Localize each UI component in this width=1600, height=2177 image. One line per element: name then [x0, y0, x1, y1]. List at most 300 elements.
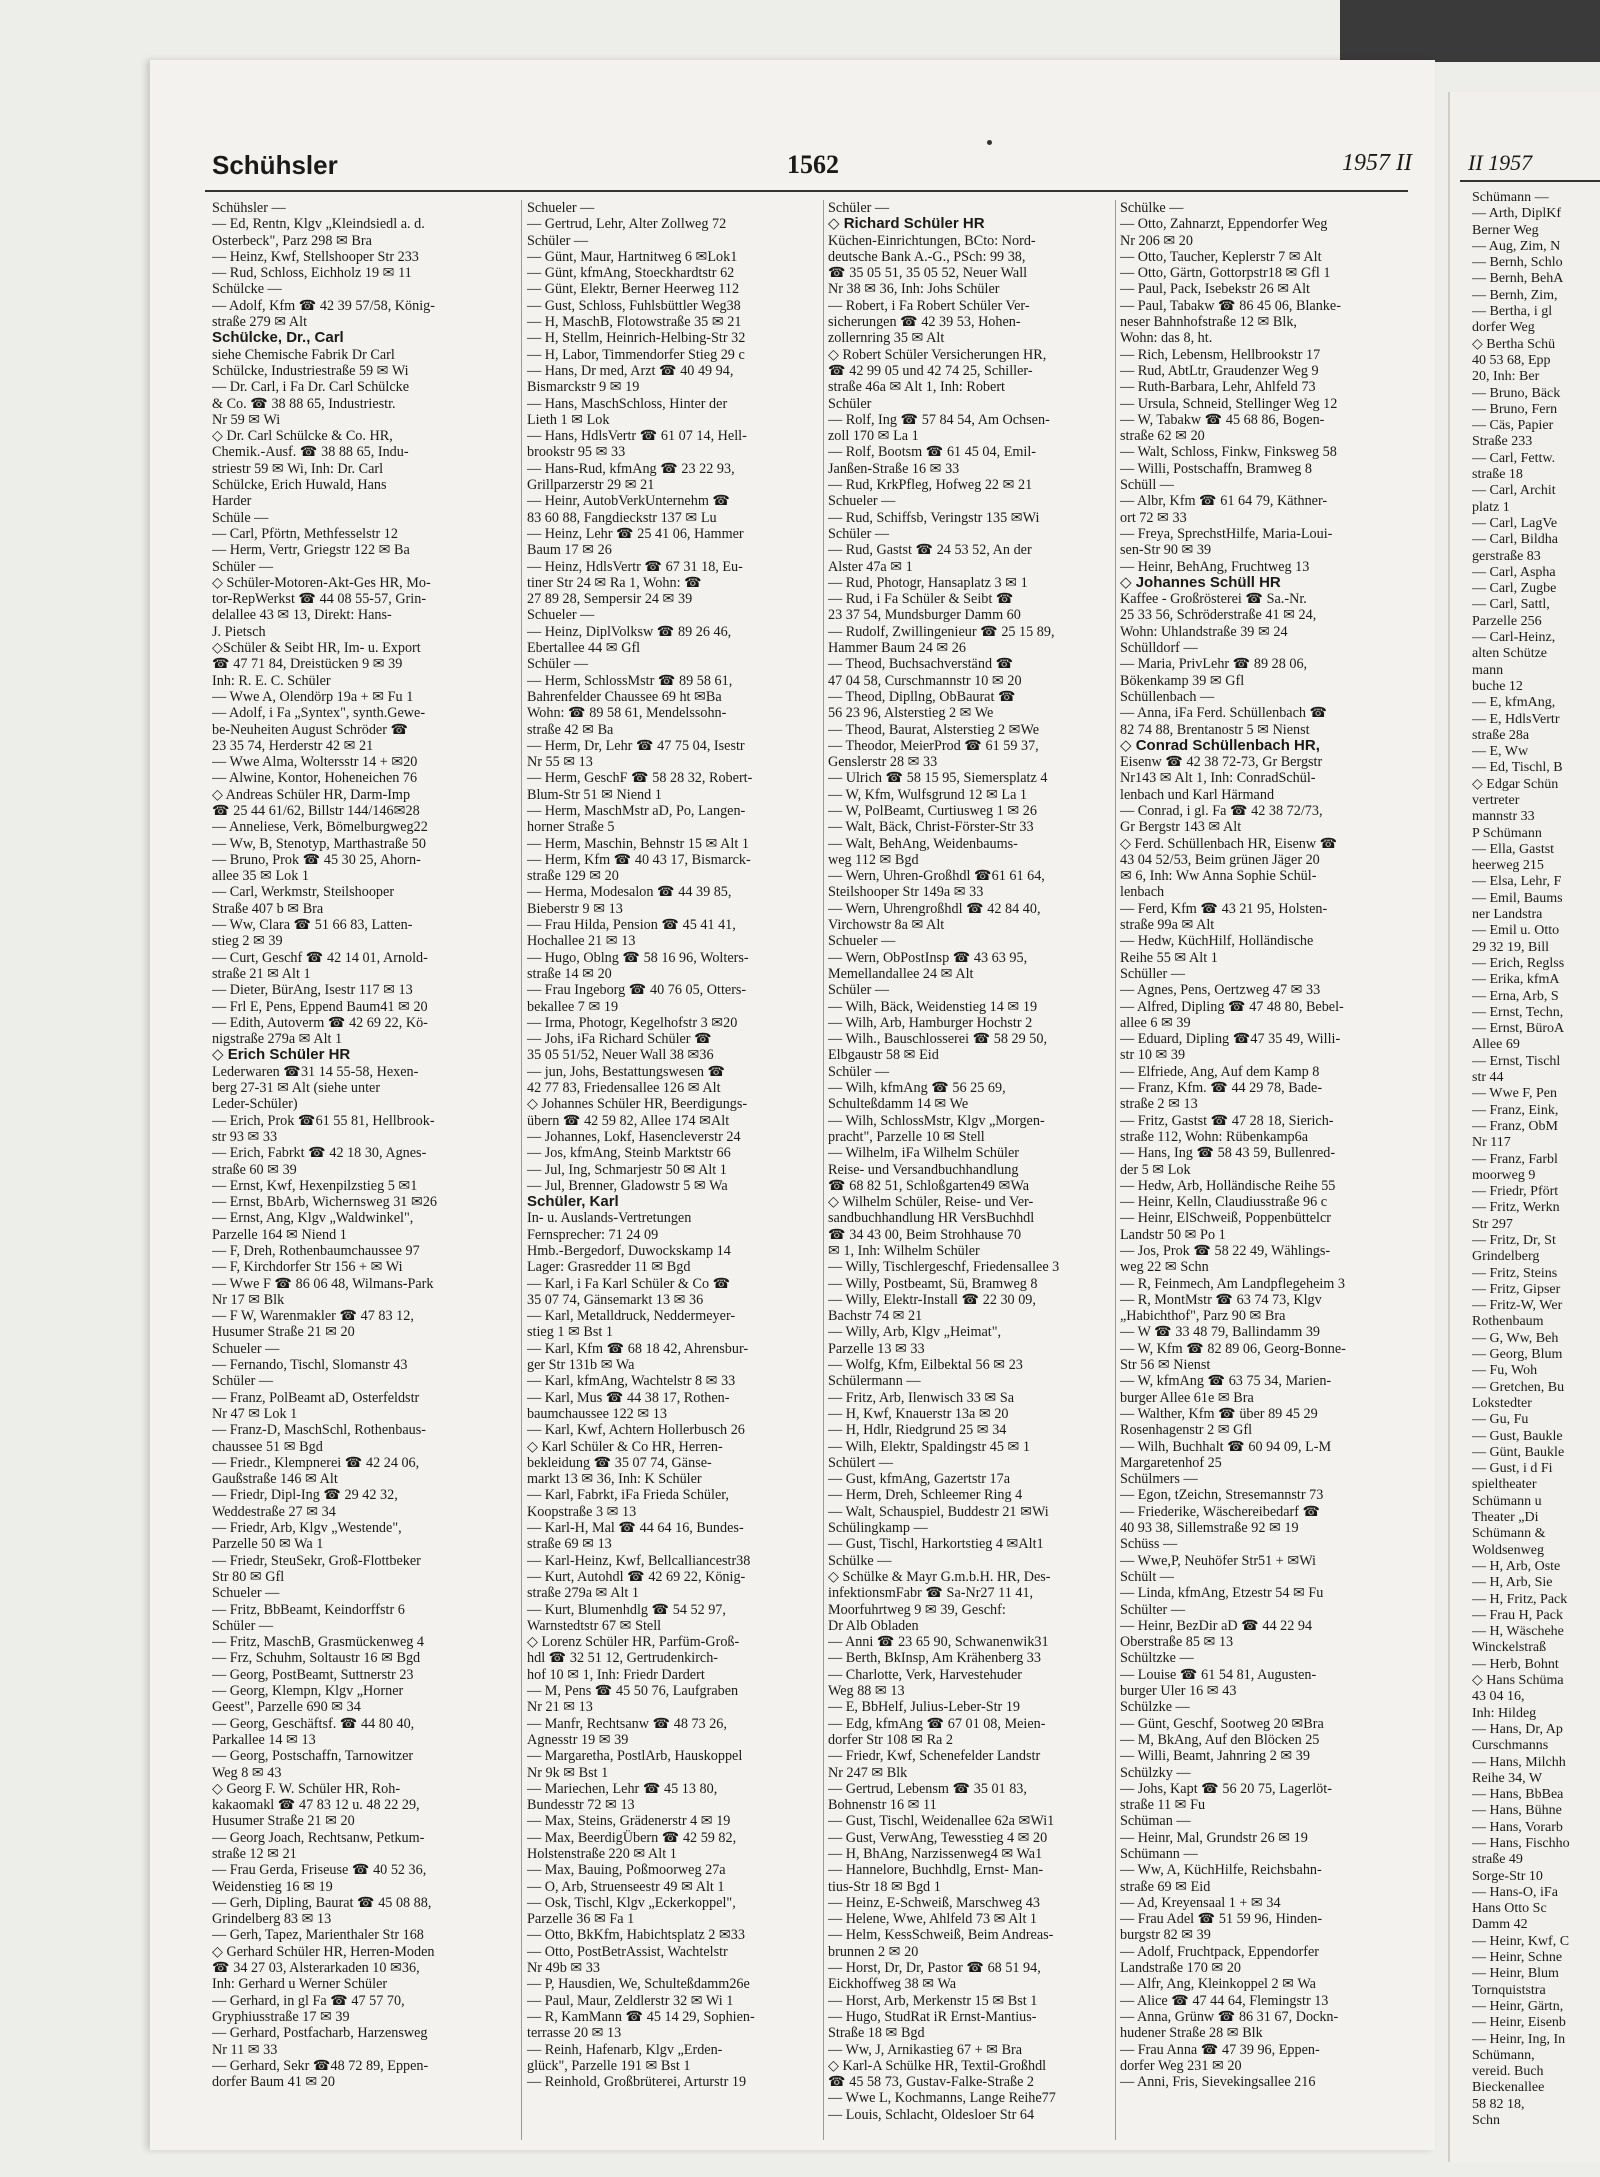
running-head: Schühsler	[212, 150, 338, 180]
directory-entry-line: 35 05 51/52, Neuer Wall 38 ✉36	[527, 1047, 714, 1064]
directory-entry-line: — Franz, PolBeamt aD, Osterfeldstr	[212, 1389, 420, 1406]
directory-entry-line: — W, PolBeamt, Curtiusweg 1 ✉ 26	[828, 802, 1037, 819]
directory-entry-line: brookstr 95 ✉ 33	[527, 444, 626, 461]
directory-entry-line: weg 22 ✉ Schn	[1120, 1259, 1209, 1276]
directory-entry-line: straße 69 ✉ Eid	[1120, 1878, 1211, 1895]
directory-entry-line: — F, Dreh, Rothenbaumchaussee 97	[212, 1243, 420, 1259]
directory-entry-line: Warnstedtstr 67 ✉ Stell	[527, 1617, 662, 1634]
facing-page-entry-line: — Bernh, Zim,	[1472, 287, 1558, 303]
directory-entry-line: Inh: R. E. C. Schüler	[212, 672, 331, 689]
directory-entry-line: 43 04 52/53, Beim grünen Jäger 20	[1120, 851, 1320, 868]
directory-entry-line: — Linda, kfmAng, Etzestr 54 ✉ Fu	[1120, 1585, 1324, 1602]
directory-entry-line: — Wwe Alma, Woltersstr 14 + ✉20	[212, 754, 418, 771]
directory-entry-line: — Reinh, Hafenarb, Klgv „Erden-	[527, 2041, 723, 2058]
facing-page-entry-line: 20, Inh: Ber	[1472, 369, 1540, 385]
print-dot	[987, 140, 992, 145]
directory-entry-line: ger Str 131b ✉ Wa	[527, 1357, 635, 1374]
directory-entry-line: ☎ 47 71 84, Dreistücken 9 ✉ 39	[212, 656, 403, 673]
facing-page-entry-line: vertreter	[1472, 792, 1520, 808]
directory-entry-line: — Anni, Fris, Sievekingsallee 216	[1120, 2074, 1316, 2091]
directory-entry-line: — P, Hausdien, We, Schulteßdamm26e	[527, 1976, 750, 1993]
facing-page-entry-line: ◇ Bertha Schü	[1472, 336, 1556, 352]
directory-entry-line: ◇ Richard Schüler HR	[828, 216, 985, 233]
directory-entry-line: — Reinhold, Großbrüterei, Arturstr 19	[527, 2074, 747, 2091]
facing-page-entry-line: buche 12	[1472, 678, 1523, 694]
directory-entry-line: — Rich, Lebensm, Hellbrookstr 17	[1120, 346, 1321, 363]
directory-entry-line: — Max, BeerdigÜbern ☎ 42 59 82,	[527, 1829, 737, 1846]
directory-entry-line: — Karl, Metalldruck, Neddermeyer-	[527, 1308, 736, 1325]
directory-entry-line: Geest", Parzelle 690 ✉ 34	[212, 1699, 361, 1716]
directory-entry-line: Hmb.-Bergedorf, Duwockskamp 14	[527, 1243, 731, 1259]
directory-entry-line: — Edg, kfmAng ☎ 67 01 08, Meien-	[828, 1715, 1046, 1732]
directory-entry-line: Harder	[212, 493, 252, 510]
directory-entry-line: — Karl, Kfm ☎ 68 18 42, Ahrensbur-	[527, 1340, 749, 1357]
facing-page-entry-line: — Erika, kfmA	[1472, 972, 1560, 988]
directory-entry-line: straße 46a ✉ Alt 1, Inh: Robert	[828, 379, 1005, 396]
directory-entry-line: ◇ Gerhard Schüler HR, Herren-Moden	[212, 1943, 435, 1960]
facing-page-entry-line: — Carl, Sattl,	[1472, 597, 1550, 613]
facing-page-entry-line: Schümann u	[1472, 1493, 1542, 1509]
directory-entry-line: — Ulrich ☎ 58 15 95, Siemersplatz 4	[828, 770, 1048, 787]
facing-page-entry-line: — Heinr, Eisenb	[1472, 2015, 1566, 2031]
directory-entry-line: — Gust, Schloss, Fuhlsbüttler Weg38	[527, 297, 741, 314]
directory-entry-line: burger Uler 16 ✉ 43	[1120, 1683, 1237, 1700]
facing-page-entry-line: Winckelstraß	[1472, 1640, 1547, 1656]
directory-entry-line: Schüler —	[828, 982, 890, 999]
facing-page-entry-line: heerweg 215	[1472, 858, 1544, 874]
directory-entry-line: — H, Labor, Timmendorfer Stieg 29 c	[527, 346, 745, 363]
directory-entry-line: — Wilh, Elektr, Spaldingstr 45 ✉ 1	[828, 1438, 1031, 1455]
facing-page-entry-line: Theater „Di	[1472, 1510, 1539, 1526]
directory-entry-line: — M, Pens ☎ 45 50 76, Laufgraben	[527, 1683, 739, 1700]
facing-page-entry-line: 40 53 68, Epp	[1472, 352, 1551, 368]
directory-entry-line: — Otto, PostBetrAssist, Wachtelstr	[527, 1943, 728, 1960]
directory-entry-line: Schülcke —	[212, 281, 282, 298]
directory-entry-line: Leder-Schüler)	[212, 1096, 298, 1113]
facing-page-entry-line: — Hans-O, iFa	[1472, 1884, 1558, 1900]
facing-page-entry-line: Schn	[1472, 2113, 1500, 2129]
directory-entry-line: — Otto, Taucher, Keplerstr 7 ✉ Alt	[1120, 248, 1322, 265]
directory-entry-line: Gaußstraße 146 ✉ Alt	[212, 1471, 338, 1488]
directory-entry-line: Schueler —	[527, 200, 595, 216]
facing-page-entry-line: — Fu, Woh	[1472, 1363, 1538, 1379]
directory-entry-line: lenbach und Karl Härmand	[1120, 786, 1275, 803]
directory-entry-line: Schüle —	[212, 509, 269, 526]
directory-entry-line: — Herm, Dreh, Schleemer Ring 4	[828, 1487, 1023, 1504]
directory-entry-line: Fernsprecher: 71 24 09	[527, 1226, 659, 1243]
directory-entry-line: Schüler —	[527, 656, 589, 673]
directory-entry-line: Schüler	[828, 395, 872, 412]
directory-entry-line: & Co. ☎ 38 88 65, Industriestr.	[212, 395, 396, 412]
directory-entry-line: chaussee 51 ✉ Bgd	[212, 1438, 323, 1455]
directory-entry-line: Margaretenhof 25	[1120, 1454, 1222, 1471]
directory-entry-line: — Otto, Zahnarzt, Eppendorfer Weg	[1120, 216, 1328, 233]
directory-entry-line: Schülert —	[828, 1454, 894, 1471]
directory-entry-line: — Walt, BehAng, Weidenbaums-	[828, 835, 1018, 852]
directory-entry-line: Schülingkamp —	[828, 1520, 928, 1537]
directory-entry-line: — Friederike, Wäschereibedarf ☎	[1120, 1503, 1321, 1520]
directory-entry-line: — Theodor, MeierProd ☎ 61 59 37,	[828, 737, 1039, 754]
directory-entry-line: Schueler —	[828, 933, 896, 950]
facing-page-entry-line: straße 49	[1472, 1852, 1523, 1868]
facing-page-entry-line: — Fritz-W, Wer	[1472, 1298, 1563, 1314]
directory-entry-line: be-Neuheiten August Schröder ☎	[212, 721, 409, 738]
directory-entry-line: — W, Kfm, Wulfsgrund 12 ✉ La 1	[828, 786, 1028, 803]
facing-page-entry-line: Grindelberg	[1472, 1249, 1540, 1265]
facing-page-entry-line: Str 297	[1472, 1216, 1513, 1232]
directory-entry-line: Parzelle 164 ✉ Niend 1	[212, 1226, 347, 1243]
column-divider	[823, 200, 824, 2140]
directory-entry-line: Schüss —	[1120, 1536, 1178, 1553]
directory-entry-line: — Willy, Postbeamt, Sü, Bramweg 8	[828, 1275, 1038, 1292]
directory-entry-line: Schulteßdamm 14 ✉ We	[828, 1096, 969, 1113]
directory-entry-line: — Georg, Geschäftsf. ☎ 44 80 40,	[212, 1715, 415, 1732]
directory-entry-line: Bökenkamp 39 ✉ Gfl	[1120, 672, 1245, 689]
directory-entry-line: 40 93 38, Sillemstraße 92 ✉ 19	[1120, 1520, 1299, 1537]
directory-entry-line: deutsche Bank A.-G., PSch: 99 38,	[828, 248, 1026, 265]
directory-entry-line: — Anni ☎ 23 65 90, Schwanenwik31	[828, 1634, 1049, 1651]
directory-entry-line: Genslerstr 28 ✉ 33	[828, 754, 938, 771]
facing-page-entry-line: dorfer Weg	[1472, 320, 1535, 336]
directory-entry-line: — Wolfg, Kfm, Eilbektal 56 ✉ 23	[828, 1357, 1023, 1374]
facing-page-entry-line: — Erna, Arb, S	[1472, 988, 1559, 1004]
directory-entry-line: — Gerhard, Sekr ☎48 72 89, Eppen-	[212, 2057, 429, 2074]
directory-entry-line: — Rudolf, Zwillingenieur ☎ 25 15 89,	[828, 623, 1055, 640]
directory-entry-line: — Edith, Autoverm ☎ 42 69 22, Kö-	[212, 1014, 428, 1031]
facing-page-entry-line: — Emil, Baums	[1472, 890, 1563, 906]
directory-entry-line: — Jul, Brenner, Gladowstr 5 ✉ Wa	[527, 1177, 728, 1194]
facing-page-entry-line: — Ernst, BüroA	[1472, 1021, 1565, 1037]
directory-entry-line: — Carl, Pförtn, Methfesselstr 12	[212, 525, 398, 542]
facing-page-entry-line: — Fritz, Gipser	[1472, 1281, 1561, 1297]
facing-page-entry-line: Schümann —	[1472, 190, 1549, 205]
facing-page-entry-line: — Gust, i d Fi	[1472, 1461, 1553, 1477]
directory-entry-line: — Anna, Grünw ☎ 86 31 67, Dockn-	[1120, 2008, 1339, 2025]
directory-entry-line: allee 6 ✉ 39	[1120, 1014, 1191, 1031]
facing-page-entry-line: Curschmanns	[1472, 1738, 1549, 1754]
directory-entry-line: Schüman —	[1120, 1813, 1191, 1830]
facing-page-entry-line: — Ed, Tischl, B	[1472, 760, 1563, 776]
directory-entry-line: Janßen-Straße 16 ✉ 33	[828, 460, 960, 477]
directory-entry-line: ◇ Schüler-Motoren-Akt-Ges HR, Mo-	[212, 574, 431, 591]
directory-entry-line: — Margaretha, PostlArb, Hauskoppel	[527, 1748, 743, 1765]
directory-entry-line: — Friedr, SteuSekr, Groß-Flottbeker	[212, 1552, 421, 1569]
facing-page-entry-line: — Fritz, Steins	[1472, 1265, 1558, 1281]
directory-entry-line: — H, Stellm, Heinrich-Helbing-Str 32	[527, 330, 746, 347]
directory-entry-line: — H, MaschB, Flotowstraße 35 ✉ 21	[527, 314, 742, 331]
directory-entry-line: — Georg, Postschaffn, Tarnowitzer	[212, 1748, 414, 1765]
directory-entry-line: sandbuchhandlung HR VersBuchhdl	[828, 1210, 1035, 1227]
directory-entry-line: kakaomakl ☎ 47 83 12 u. 48 22 29,	[212, 1797, 420, 1814]
directory-entry-line: Schueler —	[212, 1585, 280, 1602]
directory-entry-line: neser Bahnhofstraße 12 ✉ Blk,	[1120, 314, 1297, 331]
directory-entry-line: — W, kfmAng ☎ 63 75 34, Marien-	[1120, 1373, 1332, 1390]
directory-entry-line: — Erich, Fabrkt ☎ 42 18 30, Agnes-	[212, 1145, 427, 1162]
facing-page-entry-line: — Herb, Bohnt	[1472, 1656, 1559, 1672]
directory-entry-line: zollernring 35 ✉ Alt	[828, 330, 945, 347]
directory-entry-line: — R, Feinmech, Am Landpflegeheim 3	[1120, 1275, 1345, 1292]
directory-entry-line: Schüller —	[1120, 965, 1186, 982]
directory-entry-line: — Hans, HdlsVertr ☎ 61 07 14, Hell-	[527, 428, 747, 445]
directory-entry-line: Weddestraße 27 ✉ 34	[212, 1503, 336, 1520]
directory-entry-line: — Hedw, Arb, Holländische Reihe 55	[1120, 1177, 1336, 1194]
directory-entry-line: — O, Arb, Struenseestr 49 ✉ Alt 1	[527, 1878, 725, 1895]
facing-page-entry-line: vereid. Buch	[1472, 2064, 1544, 2080]
directory-entry-line: — Alfr, Ang, Kleinkoppel 2 ✉ Wa	[1120, 1976, 1316, 1993]
facing-page-entry-line: — Ernst, Techn,	[1472, 1004, 1564, 1020]
directory-entry-line: — Karl, Mus ☎ 44 38 17, Rothen-	[527, 1389, 730, 1406]
directory-entry-line: delallee 43 ✉ 13, Direkt: Hans-	[212, 607, 392, 624]
directory-entry-line: Schülldorf —	[1120, 640, 1198, 657]
directory-entry-line: — Willi, Beamt, Jahnring 2 ✉ 39	[1120, 1748, 1310, 1765]
directory-entry-line: — Conrad, i gl. Fa ☎ 42 38 72/73,	[1120, 802, 1323, 819]
directory-entry-line: 83 60 88, Fangdieckstr 137 ✉ Lu	[527, 509, 717, 526]
directory-entry-line: — Friedr, Dipl-Ing ☎ 29 42 32,	[212, 1487, 398, 1504]
facing-page-entry-line: — Frau H, Pack	[1472, 1607, 1563, 1623]
facing-page-entry-line: — Fritz, Werkn	[1472, 1200, 1560, 1216]
directory-entry-line: Parzelle 13 ✉ 33	[828, 1340, 925, 1357]
directory-entry-line: — Ernst, Ang, Klgv „Waldwinkel",	[212, 1210, 414, 1227]
facing-page-entry-line: Damm 42	[1472, 1917, 1528, 1933]
directory-entry-line: Parzelle 36 ✉ Fa 1	[527, 1911, 635, 1928]
facing-page-entry-line: — Arth, DiplKf	[1472, 206, 1562, 222]
directory-entry-line: — Gerh, Tapez, Marienthaler Str 168	[212, 1927, 424, 1944]
directory-entry-line: ◇ Johannes Schüll HR	[1120, 574, 1281, 591]
directory-entry-line: — F W, Warenmakler ☎ 47 83 12,	[212, 1308, 414, 1325]
directory-entry-line: — F, Kirchdorfer Str 156 + ✉ Wi	[212, 1259, 403, 1276]
facing-page-entry-line: Hans Otto Sc	[1472, 1901, 1547, 1917]
directory-entry-line: — Friedr., Klempnerei ☎ 42 24 06,	[212, 1454, 420, 1471]
facing-page-entry-line: — Ernst, Tischl	[1472, 1053, 1561, 1069]
directory-entry-line: — Adolf, i Fa „Syntex", synth.Gewe-	[212, 705, 426, 722]
directory-entry-line: — Friedr, Kwf, Schenefelder Landstr	[828, 1748, 1041, 1765]
facing-page-entry-line: Woldsenweg	[1472, 1542, 1544, 1558]
directory-entry-line: Weg 88 ✉ 13	[828, 1683, 905, 1700]
directory-entry-line: Rosenhagenstr 2 ✉ Gfl	[1120, 1422, 1253, 1439]
directory-entry-line: Nr 59 ✉ Wi	[212, 411, 281, 428]
directory-entry-line: — Max, Steins, Grädenerstr 4 ✉ 19	[527, 1813, 731, 1830]
directory-entry-line: — Günt, Elektr, Berner Heerweg 112	[527, 281, 740, 298]
directory-entry-line: „Habichthof", Parz 90 ✉ Bra	[1120, 1308, 1286, 1325]
directory-entry-line: — Rud, Gastst ☎ 24 53 52, An der	[828, 542, 1032, 559]
directory-entry-line: — Karl-Heinz, Kwf, Bellcalliancestr38	[527, 1552, 751, 1569]
directory-entry-line: — Gerh, Dipling, Baurat ☎ 45 08 88,	[212, 1894, 432, 1911]
facing-page-entry-line: — H, Fritz, Pack	[1472, 1591, 1568, 1607]
directory-entry-line: — Gust, VerwAng, Tewesstieg 4 ✉ 20	[828, 1829, 1048, 1846]
directory-entry-line: — Carl, Werkmstr, Steilshooper	[212, 884, 395, 901]
facing-page-entry-line: — Aug, Zim, N	[1472, 238, 1561, 254]
directory-entry-line: ort 72 ✉ 33	[1120, 509, 1187, 526]
directory-entry-line: — Ww, B, Stenotyp, Marthastraße 50	[212, 835, 426, 852]
facing-page-entry-line: ner Landstra	[1472, 907, 1543, 923]
facing-page-entry-line: — Bernh, Schlo	[1472, 255, 1563, 271]
directory-entry-line: Landstraße 170 ✉ 20	[1120, 1960, 1242, 1977]
directory-entry-line: — W, Kfm ☎ 82 89 06, Georg-Bonne-	[1120, 1340, 1346, 1357]
directory-entry-line: zoll 170 ✉ La 1	[828, 428, 919, 445]
facing-page-entry-line: — Carl, Fettw.	[1472, 450, 1556, 466]
facing-page-entry-line: — Heinr, Gärtn,	[1472, 1998, 1564, 2014]
directory-entry-line: Schueler —	[527, 607, 595, 624]
directory-entry-line: — R, KamMann ☎ 45 14 29, Sophien-	[527, 2008, 755, 2025]
directory-entry-line: Ebertallee 44 ✉ Gfl	[527, 640, 641, 657]
directory-entry-line: — Ursula, Schneid, Stellinger Weg 12	[1120, 395, 1338, 412]
directory-entry-line: 23 35 74, Herderstr 42 ✉ 21	[212, 737, 374, 754]
directory-entry-line: — Louis, Schlacht, Oldesloer Str 64	[828, 2106, 1035, 2123]
facing-page-entry-line: — Bruno, Bäck	[1472, 385, 1561, 401]
directory-entry-line: — Gerhard, Postfacharb, Harzensweg	[212, 2025, 428, 2042]
directory-entry-line: — Jul, Ing, Schmarjestr 50 ✉ Alt 1	[527, 1161, 727, 1178]
directory-entry-line: ◇ Wilhelm Schüler, Reise- und Ver-	[828, 1194, 1034, 1211]
directory-entry-line: ◇ Andreas Schüler HR, Darm-Imp	[212, 786, 411, 803]
directory-entry-line: Eickhoffweg 38 ✉ Wa	[828, 1976, 957, 1993]
directory-entry-line: Schüler —	[212, 558, 274, 575]
directory-entry-line: — Gertrud, Lehr, Alter Zollweg 72	[527, 216, 727, 233]
directory-entry-line: — Gust, Tischl, Harkortstieg 4 ✉Alt1	[828, 1536, 1044, 1553]
directory-entry-line: Nr 38 ✉ 36, Inh: Johs Schüler	[828, 281, 1000, 298]
directory-entry-line: — Willy, Arb, Klgv „Heimat",	[828, 1324, 1002, 1341]
directory-entry-line: — Heinr, AutobVerkUnternehm ☎	[527, 493, 731, 510]
directory-entry-line: — Wilh, Arb, Hamburger Hochstr 2	[828, 1014, 1033, 1031]
directory-entry-line: Inh: Gerhard u Werner Schüler	[212, 1976, 388, 1993]
directory-entry-line: Schülcke, Erich Huwald, Hans	[212, 477, 387, 494]
facing-page-entry-line: Tornquiststra	[1472, 1982, 1546, 1998]
facing-page-header: II 1957	[1468, 150, 1533, 175]
directory-entry-line: — Robert, i Fa Robert Schüler Ver-	[828, 297, 1030, 314]
directory-entry-line: — Herm, Kfm ☎ 40 43 17, Bismarck-	[527, 851, 751, 868]
directory-entry-line: Schueler —	[828, 493, 896, 510]
directory-entry-line: — Ww, J, Arnikastieg 67 + ✉ Bra	[828, 2041, 1023, 2058]
directory-entry-line: — Ww, Clara ☎ 51 66 83, Latten-	[212, 917, 413, 934]
directory-entry-line: — Herm, Vertr, Griegstr 122 ✉ Ba	[212, 542, 410, 559]
facing-page-entry-line: — Friedr, Pfört	[1472, 1184, 1559, 1200]
directory-entry-line: ◇ Johannes Schüler HR, Beerdigungs-	[527, 1096, 748, 1113]
directory-entry-line: — Dr. Carl, i Fa Dr. Carl Schülcke	[212, 379, 410, 396]
directory-entry-line: Hammer Baum 24 ✉ 26	[828, 640, 966, 657]
directory-entry-line: straße 14 ✉ 20	[527, 965, 612, 982]
directory-entry-line: — Gerhard, in gl Fa ☎ 47 57 70,	[212, 1992, 405, 2009]
directory-entry-line: Str 56 ✉ Nienst	[1120, 1357, 1211, 1374]
directory-entry-line: bekleidung ☎ 35 07 74, Gänse-	[527, 1454, 712, 1471]
directory-entry-line: Schülermann —	[828, 1373, 921, 1390]
directory-entry-line: — Ww, A, KüchHilfe, Reichsbahn-	[1120, 1862, 1322, 1879]
directory-entry-line: — Wwe F ☎ 86 06 48, Wilmans-Park	[212, 1275, 434, 1292]
directory-entry-line: tor-RepWerkst ☎ 44 08 55-57, Grin-	[212, 591, 427, 608]
directory-entry-line: Schüllenbach —	[1120, 688, 1215, 705]
facing-page-entry-line: — Elsa, Lehr, F	[1472, 874, 1562, 890]
directory-entry-line: — Herm, Maschin, Behnstr 15 ✉ Alt 1	[527, 835, 749, 852]
directory-entry-line: — Bruno, Prok ☎ 45 30 25, Ahorn-	[212, 851, 421, 868]
directory-entry-line: siehe Chemische Fabrik Dr Carl	[212, 346, 395, 363]
directory-entry-line: Küchen-Einrichtungen, BCto: Nord-	[828, 232, 1036, 249]
directory-entry-line: — Karl-H, Mal ☎ 44 64 16, Bundes-	[527, 1520, 744, 1537]
directory-entry-line: Landstr 50 ✉ Po 1	[1120, 1226, 1226, 1243]
directory-column-3	[828, 200, 1126, 2123]
directory-entry-line: sen-Str 90 ✉ 39	[1120, 542, 1212, 559]
directory-entry-line: — Jos, kfmAng, Steinb Marktstr 66	[527, 1145, 731, 1162]
directory-entry-line: — Fritz, Gastst ☎ 47 28 18, Sierich-	[1120, 1112, 1334, 1129]
directory-entry-line: 27 89 28, Sempersir 24 ✉ 39	[527, 591, 693, 608]
facing-page-entry-line: — Gust, Baukle	[1472, 1428, 1563, 1444]
directory-entry-line: Reihe 55 ✉ Alt 1	[1120, 949, 1218, 966]
directory-entry-line: — Franz, Kfm. ☎ 44 29 78, Bade-	[1120, 1080, 1323, 1097]
facing-page-entry-line: — Heinr, Blum	[1472, 1966, 1559, 1982]
facing-page-entry-line: — Hans, Vorarb	[1472, 1819, 1563, 1835]
directory-entry-line: — Wilh., Bauschlosserei ☎ 58 29 50,	[828, 1031, 1047, 1048]
directory-entry-line: ◇Schüler & Seibt HR, Im- u. Export	[212, 640, 421, 657]
directory-entry-line: 23 37 54, Mundsburger Damm 60	[828, 607, 1021, 624]
facing-page-entry-line: ◇ Hans Schüma	[1472, 1673, 1564, 1689]
directory-entry-line: bekallee 7 ✉ 19	[527, 998, 619, 1015]
directory-entry-line: dorfer Str 108 ✉ Ra 2	[828, 1731, 953, 1748]
directory-column-1	[212, 200, 510, 2090]
directory-entry-line: tiner Str 24 ✉ Ra 1, Wohn: ☎	[527, 574, 702, 591]
directory-entry-line: — Alwine, Kontor, Hoheneichen 76	[212, 770, 418, 787]
directory-entry-line: ◇ Karl Schüler & Co HR, Herren-	[527, 1438, 723, 1455]
directory-entry-line: — Karl, i Fa Karl Schüler & Co ☎	[527, 1275, 731, 1292]
directory-entry-line: — Rolf, Bootsm ☎ 61 45 04, Emil-	[828, 444, 1037, 461]
directory-entry-line: Schülcke, Dr., Carl	[212, 330, 344, 347]
directory-entry-line: Schülke —	[1120, 200, 1184, 216]
directory-entry-line: Alster 47a ✉ 1	[828, 558, 913, 575]
directory-entry-line: — Ernst, BbArb, Wichernsweg 31 ✉26	[212, 1194, 438, 1211]
facing-page-entry-line: alten Schütze	[1472, 646, 1548, 662]
directory-entry-line: — Heinz, Lehr ☎ 25 41 06, Hammer	[527, 525, 744, 542]
directory-entry-line: Schüler —	[212, 1617, 274, 1634]
facing-page-entry-line: Inh: Hildeg	[1472, 1705, 1537, 1721]
directory-entry-line: In- u. Auslands-Vertretungen	[527, 1210, 692, 1227]
directory-entry-line: Grindelberg 83 ✉ 13	[212, 1911, 332, 1928]
facing-page-entry-line: — Hans, Milchh	[1472, 1754, 1566, 1770]
directory-entry-line: ◇ Dr. Carl Schülcke & Co. HR,	[212, 428, 393, 445]
facing-page-entry-line: gerstraße 83	[1472, 548, 1541, 564]
directory-entry-line: — Herm, GeschF ☎ 58 28 32, Robert-	[527, 770, 753, 787]
directory-entry-line: — Paul, Tabakw ☎ 86 45 06, Blanke-	[1120, 297, 1341, 314]
directory-entry-line: — Alfred, Dipling ☎ 47 48 80, Bebel-	[1120, 998, 1344, 1015]
facing-page-entry-line: Schümann,	[1472, 2047, 1535, 2063]
directory-entry-line: Schühsler —	[212, 200, 286, 216]
directory-entry-line: Nr 21 ✉ 13	[527, 1699, 593, 1716]
directory-entry-line: — Johs, iFa Richard Schüler ☎	[527, 1031, 712, 1048]
directory-entry-line: Wohn: das 8, ht.	[1120, 330, 1213, 347]
facing-page-entry-line: str 44	[1472, 1070, 1504, 1086]
directory-entry-line: — Wilh, SchlossMstr, Klgv „Morgen-	[828, 1112, 1045, 1129]
directory-entry-line: horner Straße 5	[527, 819, 615, 836]
directory-entry-line: — Georg Joach, Rechtsanw, Petkum-	[212, 1829, 425, 1846]
directory-entry-line: Schülter —	[1120, 1601, 1186, 1618]
directory-entry-line: — Rud, Photogr, Hansaplatz 3 ✉ 1	[828, 574, 1028, 591]
directory-entry-line: — Willy, Tischlergeschf, Friedensallee 3	[828, 1259, 1060, 1276]
directory-column-4	[1120, 200, 1418, 2090]
facing-page-entry-line: — Franz, Farbl	[1472, 1151, 1558, 1167]
facing-page-entry-line: Reihe 34, W	[1472, 1770, 1543, 1786]
directory-entry-line: brunnen 2 ✉ 20	[828, 1943, 919, 1960]
directory-entry-line: Holstenstraße 220 ✉ Alt 1	[527, 1845, 677, 1862]
directory-entry-line: Weg 8 ✉ 43	[212, 1764, 282, 1781]
directory-entry-line: Nr 49b ✉ 33	[527, 1960, 600, 1977]
facing-page-entry-line: — Hans, Bühne	[1472, 1803, 1562, 1819]
directory-entry-line: — Horst, Dr, Dr, Pastor ☎ 68 51 94,	[828, 1960, 1041, 1977]
directory-entry-line: — Maria, PrivLehr ☎ 89 28 06,	[1120, 656, 1308, 673]
directory-entry-line: — Hugo, Oblng ☎ 58 16 96, Wolters-	[527, 949, 749, 966]
directory-entry-line: — R, MontMstr ☎ 63 74 73, Klgv	[1120, 1291, 1322, 1308]
directory-entry-line: straße 112, Wohn: Rübenkamp6a	[1120, 1128, 1308, 1145]
directory-entry-line: Schülke —	[828, 1552, 892, 1569]
directory-entry-line: ◇ Schülke & Mayr G.m.b.H. HR, Des-	[828, 1568, 1051, 1585]
directory-entry-line: — Rud, i Fa Schüler & Seibt ☎	[828, 591, 1014, 608]
facing-page-entry-line: — Cäs, Papier	[1472, 418, 1554, 434]
directory-entry-line: ◇ Ferd. Schüllenbach HR, Eisenw ☎	[1120, 835, 1338, 852]
facing-page-entry-line: — E, Ww	[1472, 744, 1529, 760]
